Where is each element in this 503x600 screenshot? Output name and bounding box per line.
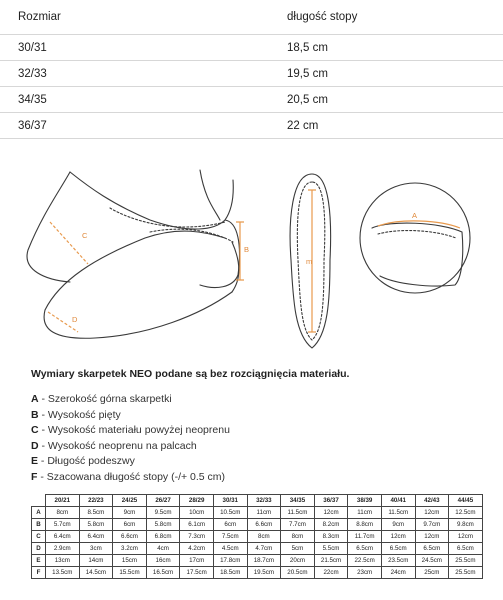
dimension-cell: 19.5cm [247, 567, 281, 579]
dimension-cell: 10cm [180, 507, 214, 519]
dimension-cell: 3.2cm [113, 543, 147, 555]
size-header: Rozmiar [0, 0, 287, 35]
size-column-header: 36/37 [314, 495, 348, 507]
dimension-cell: 6.8cm [146, 531, 180, 543]
size-column-header: 38/39 [348, 495, 382, 507]
dimension-cell: 20cm [281, 555, 315, 567]
dimension-cell: 7.3cm [180, 531, 214, 543]
dimension-cell: 13cm [46, 555, 80, 567]
dimension-cell: 17.8cm [213, 555, 247, 567]
size-column-header: 20/21 [46, 495, 80, 507]
dimension-cell: 9.5cm [146, 507, 180, 519]
dimension-row-label: E [32, 555, 46, 567]
dimension-cell: 5cm [281, 543, 315, 555]
dimension-cell: 21.5cm [314, 555, 348, 567]
legend-item [31, 454, 230, 470]
size-column-header: 42/43 [415, 495, 449, 507]
label-a: A [412, 211, 418, 220]
dimension-cell: 2.9cm [46, 543, 80, 555]
measurement-legend [31, 392, 230, 486]
size-column-header: 26/27 [146, 495, 180, 507]
size-column-header: 24/25 [113, 495, 147, 507]
dimension-cell: 8cm [281, 531, 315, 543]
dimension-cell: 6.6cm [113, 531, 147, 543]
dimension-cell: 12.5cm [449, 507, 483, 519]
dimension-cell: 11.5cm [281, 507, 315, 519]
dimension-cell: 11cm [348, 507, 382, 519]
dimension-cell: 24.5cm [415, 555, 449, 567]
legend-item [31, 439, 230, 455]
size-cell: 36/37 [0, 113, 287, 139]
legend-text: - Długość podeszwy [38, 455, 135, 468]
dimension-cell: 8cm [247, 531, 281, 543]
dimension-cell: 5.7cm [46, 519, 80, 531]
detail-circle [360, 183, 470, 293]
dimension-cell: 3cm [79, 543, 113, 555]
dimension-cell: 7.7cm [281, 519, 315, 531]
foot-length-cell: 18,5 cm [287, 35, 503, 61]
dimensions-header-row [32, 495, 483, 507]
size-column-header: 44/45 [449, 495, 483, 507]
dimension-cell: 11.5cm [381, 507, 415, 519]
dimension-cell: 12cm [381, 531, 415, 543]
dimension-cell: 6.5cm [449, 543, 483, 555]
dimension-cell: 4.7cm [247, 543, 281, 555]
dimension-cell: 11cm [247, 507, 281, 519]
label-c: C [82, 231, 88, 240]
legend-key: B [31, 408, 39, 421]
dimension-cell: 9cm [113, 507, 147, 519]
size-column-header: 30/31 [213, 495, 247, 507]
dimension-cell: 17.5cm [180, 567, 214, 579]
legend-text: - Szacowana długość stopy (-/+ 0.5 cm) [37, 470, 226, 483]
size-cell: 30/31 [0, 35, 287, 61]
dimensions-table [31, 494, 483, 579]
legend-item [31, 470, 230, 486]
dimension-cell: 25cm [415, 567, 449, 579]
foot-lower-outline [200, 170, 220, 220]
dimension-row [32, 543, 483, 555]
measure-c-line [50, 222, 88, 264]
dimension-row [32, 531, 483, 543]
legend-key: A [31, 393, 39, 405]
foot-length-header: długość stopy [287, 0, 503, 35]
dimension-cell: 12cm [415, 507, 449, 519]
dimension-cell: 8.8cm [348, 519, 382, 531]
dimension-cell: 9cm [381, 519, 415, 531]
dimension-row-label: F [32, 567, 46, 579]
label-b: B [244, 245, 250, 254]
dimension-row-label: C [32, 531, 46, 543]
dimension-cell: 6.6cm [247, 519, 281, 531]
size-column-header: 34/35 [281, 495, 315, 507]
dimension-cell: 15.5cm [113, 567, 147, 579]
dimension-cell: 25.5cm [449, 555, 483, 567]
dimension-cell: 9.8cm [449, 519, 483, 531]
size-table-header [0, 0, 503, 35]
dimension-cell: 12cm [314, 507, 348, 519]
dimension-cell: 16cm [146, 555, 180, 567]
legend-text: - Wysokość materiału powyżej neoprenu [38, 424, 230, 437]
dimension-cell: 6.4cm [79, 531, 113, 543]
dimension-row-label: A [32, 507, 46, 519]
dimension-cell: 6cm [213, 519, 247, 531]
legend-key: F [31, 470, 38, 483]
dimension-cell: 5.8cm [146, 519, 180, 531]
sock-measurement-illustration [0, 160, 503, 360]
dimension-cell: 22cm [314, 567, 348, 579]
dimension-cell: 8.2cm [314, 519, 348, 531]
legend-item [31, 392, 230, 408]
dimension-cell: 17cm [180, 555, 214, 567]
size-table [0, 0, 503, 139]
size-cell: 32/33 [0, 61, 287, 87]
size-cell: 34/35 [0, 87, 287, 113]
dimension-cell: 13.5cm [46, 567, 80, 579]
dimension-cell: 7.5cm [213, 531, 247, 543]
dimension-cell: 15cm [113, 555, 147, 567]
dimensions-note: Wymiary skarpetek NEO podane są bez rozciągnięcia materiału. [31, 368, 350, 380]
dimension-row-label: D [32, 543, 46, 555]
size-column-header: 32/33 [247, 495, 281, 507]
dimension-cell: 23cm [348, 567, 382, 579]
dimension-cell: 18.7cm [247, 555, 281, 567]
legend-item [31, 408, 230, 424]
size-row [0, 61, 503, 87]
dimension-cell: 14cm [79, 555, 113, 567]
dimension-cell: 24cm [381, 567, 415, 579]
size-row [0, 113, 503, 139]
dimension-cell: 22.5cm [348, 555, 382, 567]
dimension-cell: 12cm [449, 531, 483, 543]
dimension-cell: 20.5cm [281, 567, 315, 579]
dimension-cell: 8cm [46, 507, 80, 519]
legend-text: - Szerokość górna skarpetki [38, 393, 172, 405]
legend-text: - Wysokość pięty [38, 408, 121, 421]
dimension-cell: 6.5cm [381, 543, 415, 555]
label-d: D [72, 315, 78, 324]
dimension-cell: 8.3cm [314, 531, 348, 543]
size-column-header: 40/41 [381, 495, 415, 507]
dimension-cell: 23.5cm [381, 555, 415, 567]
dimension-cell: 6.5cm [415, 543, 449, 555]
dimension-cell: 10.5cm [213, 507, 247, 519]
corner-cell [32, 495, 46, 507]
dimension-cell: 6.4cm [46, 531, 80, 543]
dimension-cell: 12cm [415, 531, 449, 543]
dimension-cell: 6cm [113, 519, 147, 531]
dimension-row-label: B [32, 519, 46, 531]
dimension-row [32, 567, 483, 579]
foot-length-cell: 19,5 cm [287, 61, 503, 87]
dimension-cell: 4.5cm [213, 543, 247, 555]
dimension-row [32, 519, 483, 531]
foot-length-cell: 22 cm [287, 113, 503, 139]
label-m: m [306, 257, 313, 266]
size-row [0, 87, 503, 113]
dimension-cell: 5.8cm [79, 519, 113, 531]
legend-key: E [31, 455, 39, 468]
dimension-cell: 16.5cm [146, 567, 180, 579]
dimension-cell: 11.7cm [348, 531, 382, 543]
foot-length-cell: 20,5 cm [287, 87, 503, 113]
dimension-cell: 9.7cm [415, 519, 449, 531]
legend-key: D [31, 439, 39, 452]
dimension-cell: 6.5cm [348, 543, 382, 555]
size-column-header: 28/29 [180, 495, 214, 507]
legend-item [31, 423, 230, 439]
dimension-cell: 6.1cm [180, 519, 214, 531]
dimension-cell: 4cm [146, 543, 180, 555]
dimension-cell: 14.5cm [79, 567, 113, 579]
dimension-row [32, 555, 483, 567]
dimension-cell: 25.5cm [449, 567, 483, 579]
dimension-cell: 5.5cm [314, 543, 348, 555]
legend-key: C [31, 424, 39, 437]
dimension-row [32, 507, 483, 519]
legend-text: - Wysokość neoprenu na palcach [38, 439, 197, 452]
dimension-cell: 8.5cm [79, 507, 113, 519]
dimension-cell: 4.2cm [180, 543, 214, 555]
size-column-header: 22/23 [79, 495, 113, 507]
dimension-cell: 18.5cm [213, 567, 247, 579]
size-row [0, 35, 503, 61]
